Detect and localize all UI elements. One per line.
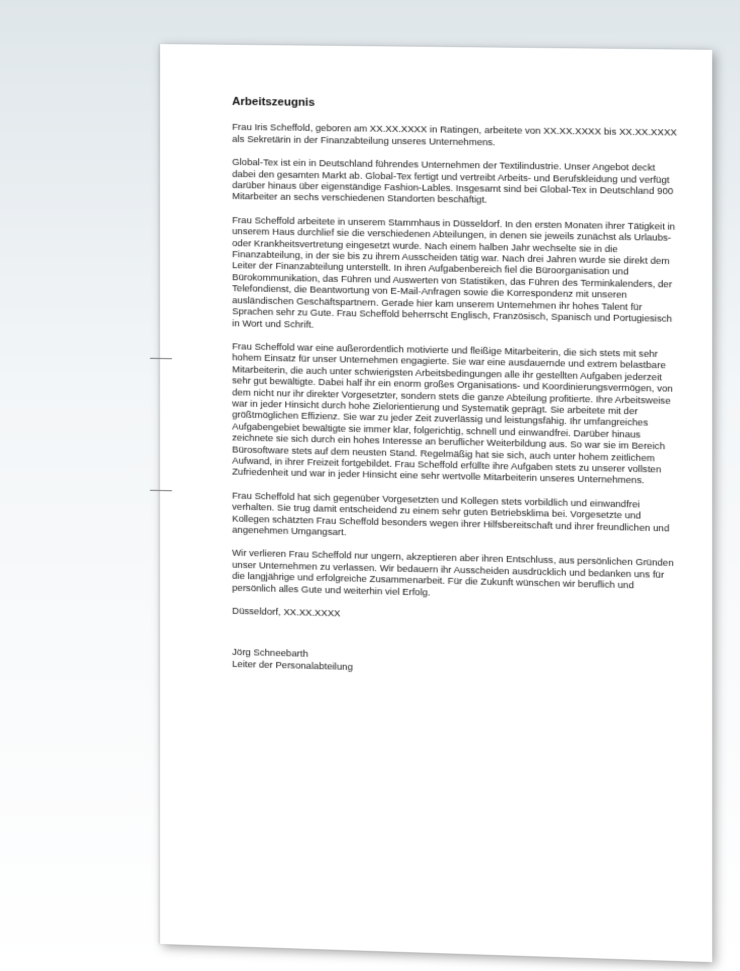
document-content: [232, 97, 678, 682]
paragraph-conduct: Frau Scheffold hat sich gegenüber Vorgesetzten und Kollegen stets vorbildlich und einwandfrei verhalten. Sie trug damit entscheidend zu einem sehr guten Betriebsklima bei. Vorgesetzte und Kollegen schätzten Frau Scheffold besonders wegen ihrer Hilfsbereitschaft und ihrer freundlichen und angenehmen Umgangsart.: [232, 490, 670, 539]
document-page: [160, 44, 712, 962]
signatory-name: Jörg Schneebarth: [232, 647, 309, 661]
place-date: Düsseldorf, XX.XX.XXXX: [232, 605, 341, 620]
signatory-title: Leiter der Personalabteilung: [232, 658, 353, 673]
paragraph-intro: Frau Iris Scheffold, geboren am XX.XX.XXXX in Ratingen, arbeitete von XX.XX.XXXX bis XX.XX.XXXX als Sekretärin in der Finanzabteilung unseres Unternehmens.: [232, 122, 677, 149]
signature-block: [232, 647, 678, 681]
paragraph-farewell: Wir verlieren Frau Scheffold nur ungern, akzeptieren aber ihren Entschluss, aus persönlichen Gründen unser Unternehmen zu verlassen. Wir bedauern ihr Ausscheiden ausdrücklich und bedanken uns für die langjährige und erfolgreiche Zusammenarbeit. Für die Zukunft wünschen wir beruflich und persönlich alles Gute und weiterhin viel Erfolg.: [232, 548, 674, 599]
document-title: Arbeitszeugnis: [232, 95, 315, 109]
fold-mark-top: [150, 358, 172, 359]
paragraph-duties: Frau Scheffold arbeitete in unserem Stammhaus in Düsseldorf. In den ersten Monaten ihrer Tätigkeit in unserem Haus durchlief sie die verschiedenen Abteilungen, in denen sie jeweils zunächst als Urlaubs- oder Krankheitsvertretung eingesetzt wurde. Nach einem halben Jahr wechselte sie in die Finanzabteilung, in der sie bis zu ihrem Ausscheiden tätig war. Nach drei Jahren wurde sie direkt dem Leiter der Finanzabteilung unterstellt. In ihren Aufgabenbereich fiel die Büroorganisation und Bürokommunikation, das Führen und Auswerten von Statistiken, das Führen des Terminkalenders, der Telefondienst, die Beantwortung von E-Mail-Anfragen sowie die Korrespondenz mit unseren ausländischen Geschäftspartnern. Gerade hier kam unserem Unternehmen ihr hohes Talent für Sprachen sehr zu Gute. Frau Scheffold beherrscht Englisch, Französisch, Spanisch und Portugiesisch in Wort und Schrift.: [232, 214, 676, 331]
fold-mark-bottom: [150, 490, 172, 491]
paragraph-company: Global-Tex ist ein in Deutschland führendes Unternehmen der Textilindustrie. Unser Angebot deckt dabei den gesamten Markt ab. Global-Tex fertigt und vertreibt Arbeits- und Berufskleidung und verfügt darüber hinaus über eigenständige Fashion-Lables. Insgesamt sind bei Global-Tex in Deutschland 900 Mitarbeiter an sechs verschiedenen Standorten beschäftigt.: [232, 157, 674, 207]
paragraph-performance: Frau Scheffold war eine außerordentlich motivierte und fleißige Mitarbeiterin, die sich stets mit sehr hohem Einsatz für unser Unternehmen engagierte. Sie war eine ausdauernde und extrem belastbare Mitarbeiterin, die auch unter schwierigsten Arbeitsbedingungen alle ihr gestellten Aufgaben jederzeit sehr gut bewältigte. Dabei half ihr ein enorm großes Organisations- und Koordinierungsvermögen, von dem nicht nur ihr direkter Vorgesetzter, sondern stets die ganze Abteilung profitierte. Ihre Arbeitsweise war in jeder Hinsicht durch hohe Zielorientierung und Systematik geprägt. Sie arbeitete mit der größtmöglichen Effizienz. Sie war zu jeder Zeit zuverlässig und leistungsfähig. Ihr umfangreiches Aufgabengebiet bewältigte sie immer klar, folgerichtig, schnell und einwandfrei. Darüber hinaus zeichnete sie sich durch ein hohes Interesse an beruflicher Weiterbildung aus. So war sie im Bereich Bürosoftware stets auf dem neusten Stand. Regelmäßig hat sie sich, auch unter hohem zeitlichem Aufwand, in ihrer Freizeit fortgebildet. Frau Scheffold erfüllte ihre Aufgaben stets zu unserer vollsten Zufriedenheit und war in jeder Hinsicht eine sehr wertvolle Mitarbeiterin unseres Unternehmens.: [232, 341, 673, 487]
